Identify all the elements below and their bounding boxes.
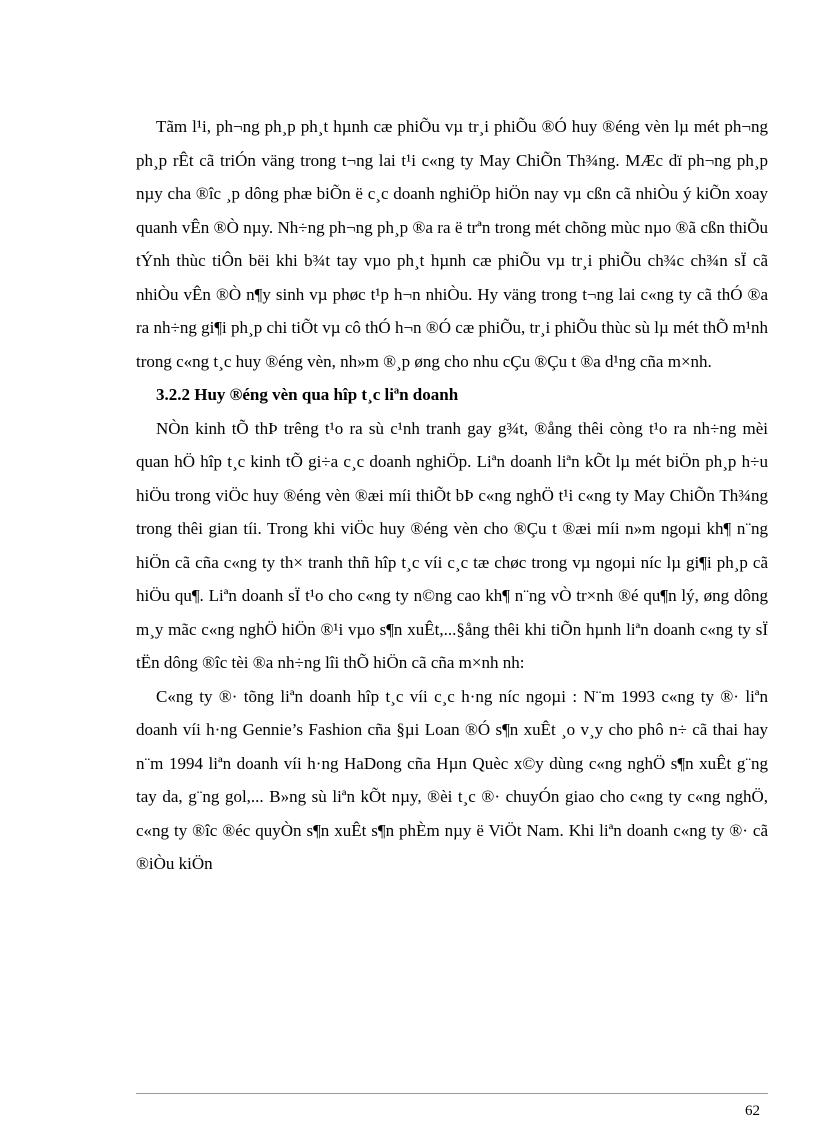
paragraph-joint-venture: NÒn kinh tÕ thÞ trêng t¹o ra sù c¹nh tranh gay g¾t, ®ång thêi còng t¹o ra nh÷ng mèi quan hÖ hîp t¸c kinh tÕ gi÷a c¸c doanh nghiÖp. Liªn doanh liªn kÕt lµ mét biÖn ph¸p h÷u hiÖu trong viÖc huy ®éng vèn ®æi míi thiÕt bÞ c«ng nghÖ t¹i c«ng ty May ChiÕn Th¾ng trong thêi gian tíi. Trong khi viÖc huy ®éng vèn cho ®Çu t ®æi míi n»m ngoµi kh¶ n¨ng hiÖn cã cña c«ng ty th× tranh thñ hîp t¸c víi c¸c tæ chøc trong vµ ngoµi níc lµ gi¶i ph¸p cã hiÖu qu¶. Liªn doanh sÏ t¹o cho c«ng ty n©ng cao kh¶ n¨ng vÒ tr×nh ®é qu¶n lý, øng dông m¸y mãc c«ng nghÖ hiÖn ®¹i vµo s¶n xuÊt,...§ång thêi khi tiÕn hµnh liªn doanh c«ng ty sÏ tËn dông ®îc tèi ®a nh÷ng lîi thÕ hiÖn cã cña m×nh nh: — [136, 418, 768, 672]
section-heading: 3.2.2 Huy ®éng vèn qua hîp t¸c liªn doanh — [156, 385, 459, 404]
footer-rule — [136, 1093, 768, 1094]
paragraph-summary: Tãm l¹i, ph¬ng ph¸p ph¸t hµnh cæ phiÕu vµ tr¸i phiÕu ®Ó huy ®éng vèn lµ mét ph¬ng ph¸p rÊt cã triÓn väng trong t¬ng lai t¹i c«ng ty May ChiÕn Th¾ng. MÆc dï ph¬ng ph¸p nµy cha ®îc ¸p dông phæ biÕn ë c¸c doanh nghiÖp hiÖn nay vµ cßn cã nhiÒu ý kiÕn xoay quanh vÊn ®Ò nµy. Nh÷ng ph¬ng ph¸p ®a ra ë trªn trong mét chõng mùc nµo ®ã cßn thiÕu tÝnh thùc tiÔn bëi khi b¾t tay vµo ph¸t hµnh cæ phiÕu vµ tr¸i phiÕu ch¾c ch¾n sÏ cã nhiÒu vÊn ®Ò n¶y sinh vµ phøc t¹p h¬n nhiÒu. Hy väng trong t¬ng lai c«ng ty cã thÓ ®a ra nh÷ng gi¶i ph¸p chi tiÕt vµ cô thÓ h¬n ®Ó cæ phiÕu, tr¸i phiÕu thùc sù lµ mét thÕ m¹nh trong c«ng t¸c huy ®éng vèn, nh»m ®¸p øng cho nhu cÇu ®Çu t ®a d¹ng cña m×nh. — [136, 117, 768, 371]
body-text — [136, 110, 768, 881]
paragraph-history: C«ng ty ®· tõng liªn doanh hîp t¸c víi c¸c h·ng níc ngoµi : N¨m 1993 c«ng ty ®· liªn doanh víi h·ng Gennie’s Fashion cña §µi Loan ®Ó s¶n xuÊt ¸o v¸y cho phô n÷ cã thai hay n¨m 1994 liªn doanh víi h·ng HaDong cña Hµn Quèc x©y dùng c«ng nghÖ s¶n xuÊt g¨ng tay da, g¨ng gol,... B»ng sù liªn kÕt nµy, ®èi t¸c ®· chuyÓn giao cho c«ng ty c«ng nghÖ, c«ng ty ®îc ®éc quyÒn s¶n xuÊt s¶n phÈm nµy ë ViÖt Nam. Khi liªn doanh c«ng ty ®· cã ®iÒu kiÖn — [136, 686, 768, 873]
page-number: 62 — [745, 1103, 760, 1119]
